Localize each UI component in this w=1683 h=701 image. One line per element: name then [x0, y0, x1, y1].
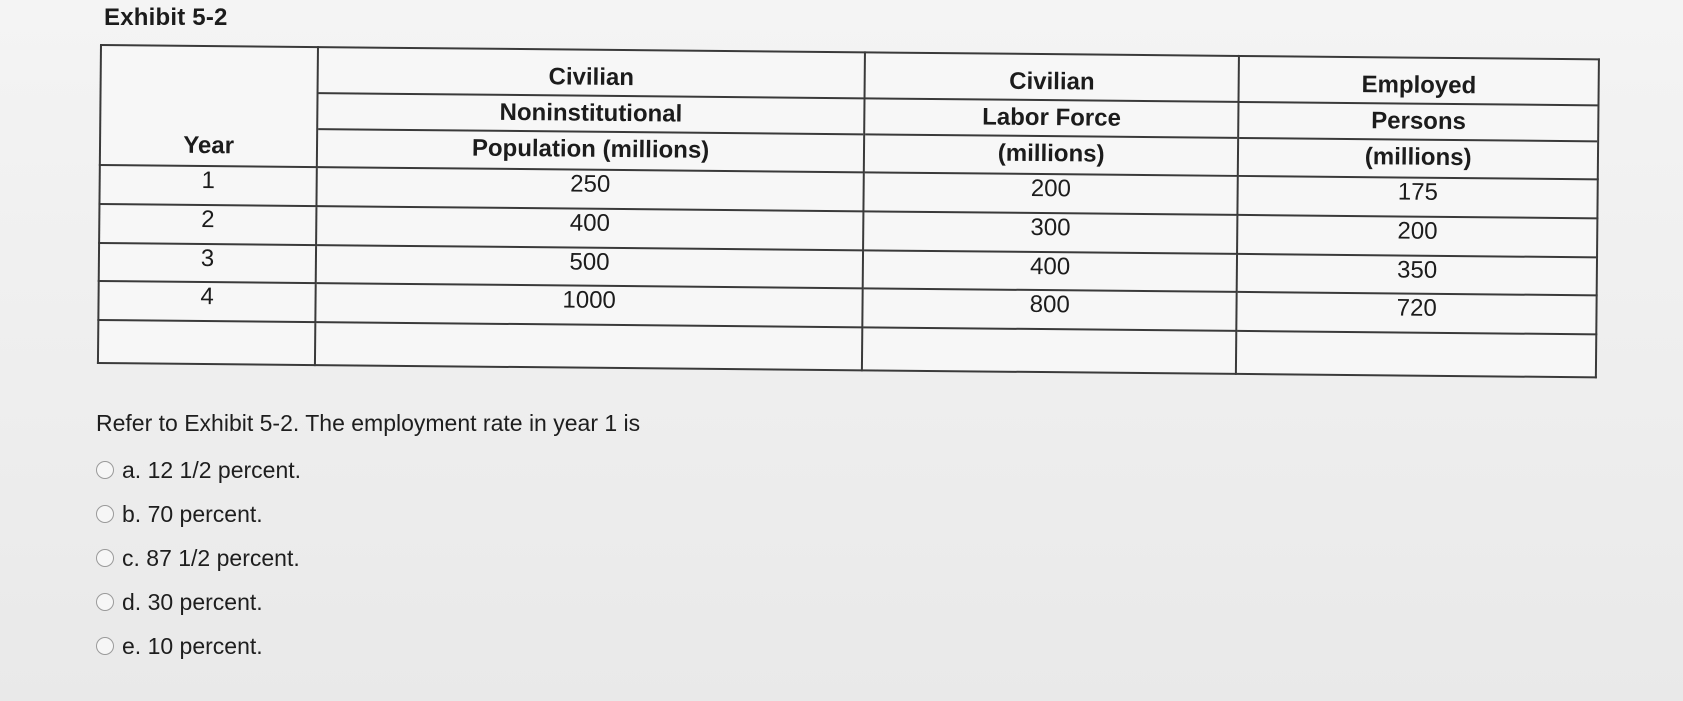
option-d-label[interactable]: d. 30 percent.	[122, 588, 263, 615]
answer-options	[96, 448, 301, 668]
option-c[interactable]	[96, 536, 301, 580]
option-a-label[interactable]: a. 12 1/2 percent.	[122, 456, 302, 483]
cell-year: 1	[99, 165, 317, 206]
radio-button-icon[interactable]	[96, 461, 114, 479]
cell-employed: 200	[1238, 215, 1598, 257]
header-employed-line2: Persons	[1240, 101, 1598, 140]
header-labor-force	[864, 52, 1240, 176]
cell-year: 4	[98, 281, 316, 322]
header-labor-force-line1: Civilian	[1009, 68, 1095, 96]
question-text: Refer to Exhibit 5-2. The employment rate in year 1 is	[96, 410, 641, 436]
cell-empty	[98, 320, 316, 365]
header-population	[317, 47, 865, 173]
header-employed	[1238, 56, 1599, 180]
exhibit-table	[97, 44, 1600, 378]
header-labor-force-line3: (millions)	[865, 134, 1238, 174]
cell-labor-force: 200	[863, 173, 1238, 215]
option-d[interactable]	[96, 580, 301, 624]
header-population-line3: Population (millions)	[318, 128, 863, 169]
radio-button-icon[interactable]	[96, 593, 114, 611]
option-e[interactable]	[96, 624, 301, 668]
header-year	[100, 45, 318, 167]
cell-year: 2	[99, 204, 317, 245]
header-year-label: Year	[183, 132, 235, 160]
cell-population: 500	[316, 245, 863, 289]
header-population-line2: Noninstitutional	[318, 92, 863, 133]
radio-button-icon[interactable]	[96, 637, 114, 655]
exhibit-title: Exhibit 5-2	[104, 4, 228, 31]
cell-employed: 175	[1238, 176, 1598, 218]
cell-population: 250	[317, 167, 864, 211]
header-employed-line1: Employed	[1361, 71, 1477, 100]
cell-labor-force: 400	[863, 250, 1238, 292]
cell-labor-force: 800	[862, 289, 1237, 331]
option-a[interactable]	[96, 448, 301, 492]
cell-employed: 720	[1237, 292, 1597, 334]
cell-year: 3	[99, 243, 317, 284]
cell-population: 400	[316, 206, 863, 250]
cell-population: 1000	[316, 283, 863, 327]
radio-button-icon[interactable]	[96, 549, 114, 567]
header-employed-line3: (millions)	[1239, 137, 1597, 176]
table-header-row	[100, 45, 1599, 180]
radio-button-icon[interactable]	[96, 505, 114, 523]
cell-empty	[315, 322, 862, 370]
option-e-label[interactable]: e. 10 percent.	[122, 632, 263, 659]
header-labor-force-line2: Labor Force	[865, 98, 1238, 138]
option-b-label[interactable]: b. 70 percent.	[122, 500, 263, 527]
cell-empty	[1236, 331, 1596, 377]
option-b[interactable]	[96, 492, 301, 536]
header-population-line1: Civilian	[548, 63, 635, 92]
exhibit-table-wrapper	[97, 44, 1600, 378]
cell-labor-force: 300	[863, 211, 1238, 253]
cell-employed: 350	[1237, 254, 1597, 296]
cell-empty	[862, 327, 1237, 374]
option-c-label[interactable]: c. 87 1/2 percent.	[122, 544, 300, 571]
